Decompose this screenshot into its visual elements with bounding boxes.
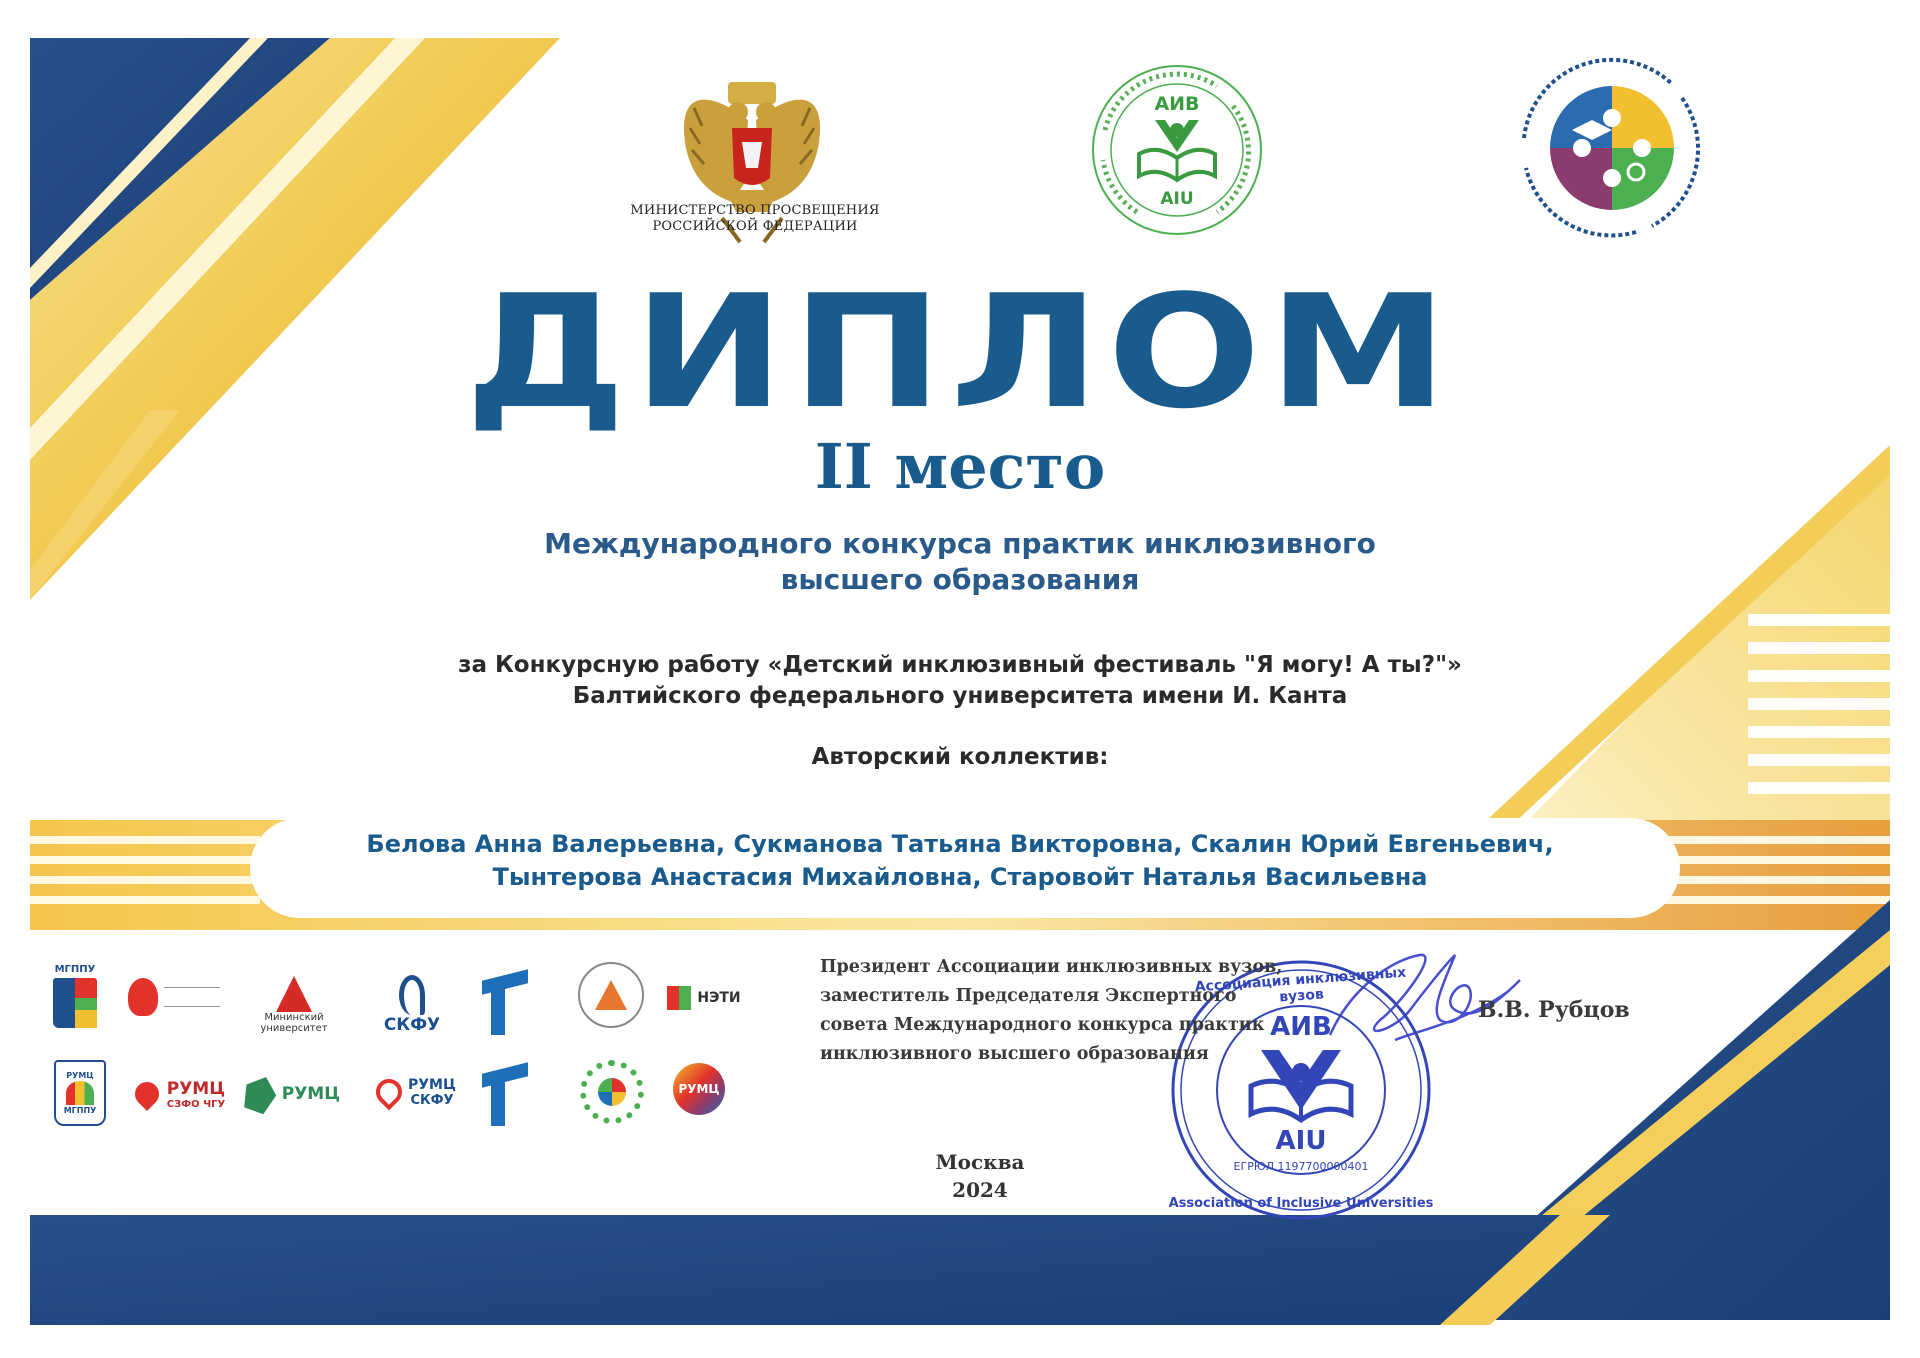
ministry-caption	[620, 203, 890, 235]
logo-rumc-szfo	[130, 1070, 230, 1118]
neti-square-icon	[667, 986, 691, 1010]
logo-rumc-mgppu-bottom: МГППУ	[63, 1106, 97, 1115]
logo-rumc-skfu-text: РУМЦ	[408, 1076, 456, 1093]
president-line-4: инклюзивного высшего образования	[820, 1044, 1209, 1064]
logo-gear-center	[580, 1060, 644, 1124]
tyumgu-t-icon	[482, 969, 528, 994]
diploma-place: II место	[814, 430, 1106, 503]
logo-kfu-center	[578, 962, 644, 1028]
president-title	[820, 953, 1340, 1069]
names-line-2: Тынтерова Анастасия Михайловна, Старовойт Наталья Васильевна	[492, 863, 1428, 891]
president-line-2: заместитель Председателя Экспертного	[820, 986, 1237, 1006]
logo-rumc-green-text: РУМЦ	[281, 1084, 340, 1104]
logo-tyumgu	[470, 968, 540, 1042]
logo-mgppu-caption: МГППУ	[54, 964, 96, 975]
contest-line-2: высшего образования	[780, 563, 1140, 596]
logo-rumc-green	[244, 1068, 340, 1120]
u-red-icon	[128, 978, 158, 1016]
green-gem-icon	[239, 1072, 281, 1117]
signer-name: В.В. Рубцов	[1478, 997, 1630, 1023]
logo-skfu-text: СКФУ	[383, 1015, 441, 1035]
stamp-ogrn: ЕГРЮЛ 1197700000401	[1233, 1160, 1369, 1173]
stamp-abbr-ru: АИВ	[1270, 1012, 1332, 1042]
logo-mininsky	[246, 972, 342, 1038]
stamp-ring-en: Association of Inclusive Universities	[1168, 1196, 1434, 1211]
kfu-orange-icon	[595, 980, 627, 1010]
author-names	[270, 828, 1650, 894]
logo-rumc-balloon	[670, 1058, 728, 1120]
contest-name	[360, 526, 1560, 598]
tyumgu-t-icon-2	[482, 1062, 528, 1087]
contest-puzzle-seal	[1524, 60, 1698, 236]
logo-skfu	[370, 972, 454, 1038]
logo-u-university	[124, 972, 224, 1022]
contest-line-1: Международного конкурса практик инклюзивного	[544, 527, 1376, 560]
mgppu-shield-icon	[53, 978, 97, 1028]
president-line-3: совета Международного конкурса практик	[820, 1015, 1265, 1035]
gear-icon	[598, 1078, 626, 1106]
logo-neti	[656, 978, 752, 1018]
logo-rumc-szfo-sub: СЗФО ЧГУ	[166, 1098, 226, 1110]
skfu-flame-icon	[399, 975, 425, 1015]
ministry-line-1: МИНИСТЕРСТВО ПРОСВЕЩЕНИЯ	[630, 203, 880, 218]
logo-rumc-skfu	[370, 1066, 462, 1118]
logo-neti-text: НЭТИ	[697, 990, 741, 1006]
people-icon	[66, 1081, 94, 1105]
balloon-icon	[673, 1063, 725, 1115]
president-line-1: Президент Ассоциации инклюзивных вузов,	[820, 957, 1283, 977]
aiu-seal	[1093, 66, 1261, 234]
logo-rumc-mgppu	[54, 1060, 106, 1126]
names-line-1: Белова Анна Валерьевна, Сукманова Татьяна Викторовна, Скалин Юрий Евгеньевич,	[366, 830, 1554, 858]
year: 2024	[952, 1178, 1008, 1202]
map-pin-icon	[371, 1074, 408, 1111]
work-line-1: за Конкурсную работу «Детский инклюзивный фестиваль "Я могу! А ты?"»	[458, 652, 1462, 678]
navy-band-bottom	[30, 1215, 1560, 1325]
ministry-line-2: РОССИЙСКОЙ ФЕДЕРАЦИИ	[652, 219, 858, 234]
logo-mgppu	[44, 960, 106, 1032]
mininsky-red-icon	[276, 976, 312, 1012]
work-description	[260, 650, 1660, 712]
logo-mininsky-line1: Мининский	[264, 1012, 324, 1023]
svg-text:АИВ: АИВ	[1154, 93, 1200, 115]
logo-rumc-mgppu-top: РУМЦ	[66, 1071, 94, 1080]
logo-tyumgu-2	[470, 1062, 540, 1132]
logo-rumc-balloon-text: РУМЦ	[678, 1082, 720, 1096]
svg-text:AIU: AIU	[1160, 189, 1194, 209]
logo-rumc-szfo-text: РУМЦ	[166, 1078, 225, 1099]
stamp-ring-ru: Ассоциация инклюзивных вузов	[1194, 964, 1407, 1006]
place-and-year	[880, 1148, 1080, 1204]
heart-icon	[130, 1077, 164, 1111]
diploma-title: ДИПЛОМ	[464, 261, 1456, 443]
stamp-abbr-en: AIU	[1275, 1126, 1327, 1156]
city: Москва	[935, 1150, 1025, 1174]
logo-rumc-skfu-sub: СКФУ	[410, 1092, 454, 1108]
logo-mininsky-line2: университет	[260, 1023, 328, 1034]
authors-label: Авторский коллектив:	[811, 744, 1109, 770]
work-line-2: Балтийского федерального университета имени И. Канта	[572, 683, 1348, 709]
